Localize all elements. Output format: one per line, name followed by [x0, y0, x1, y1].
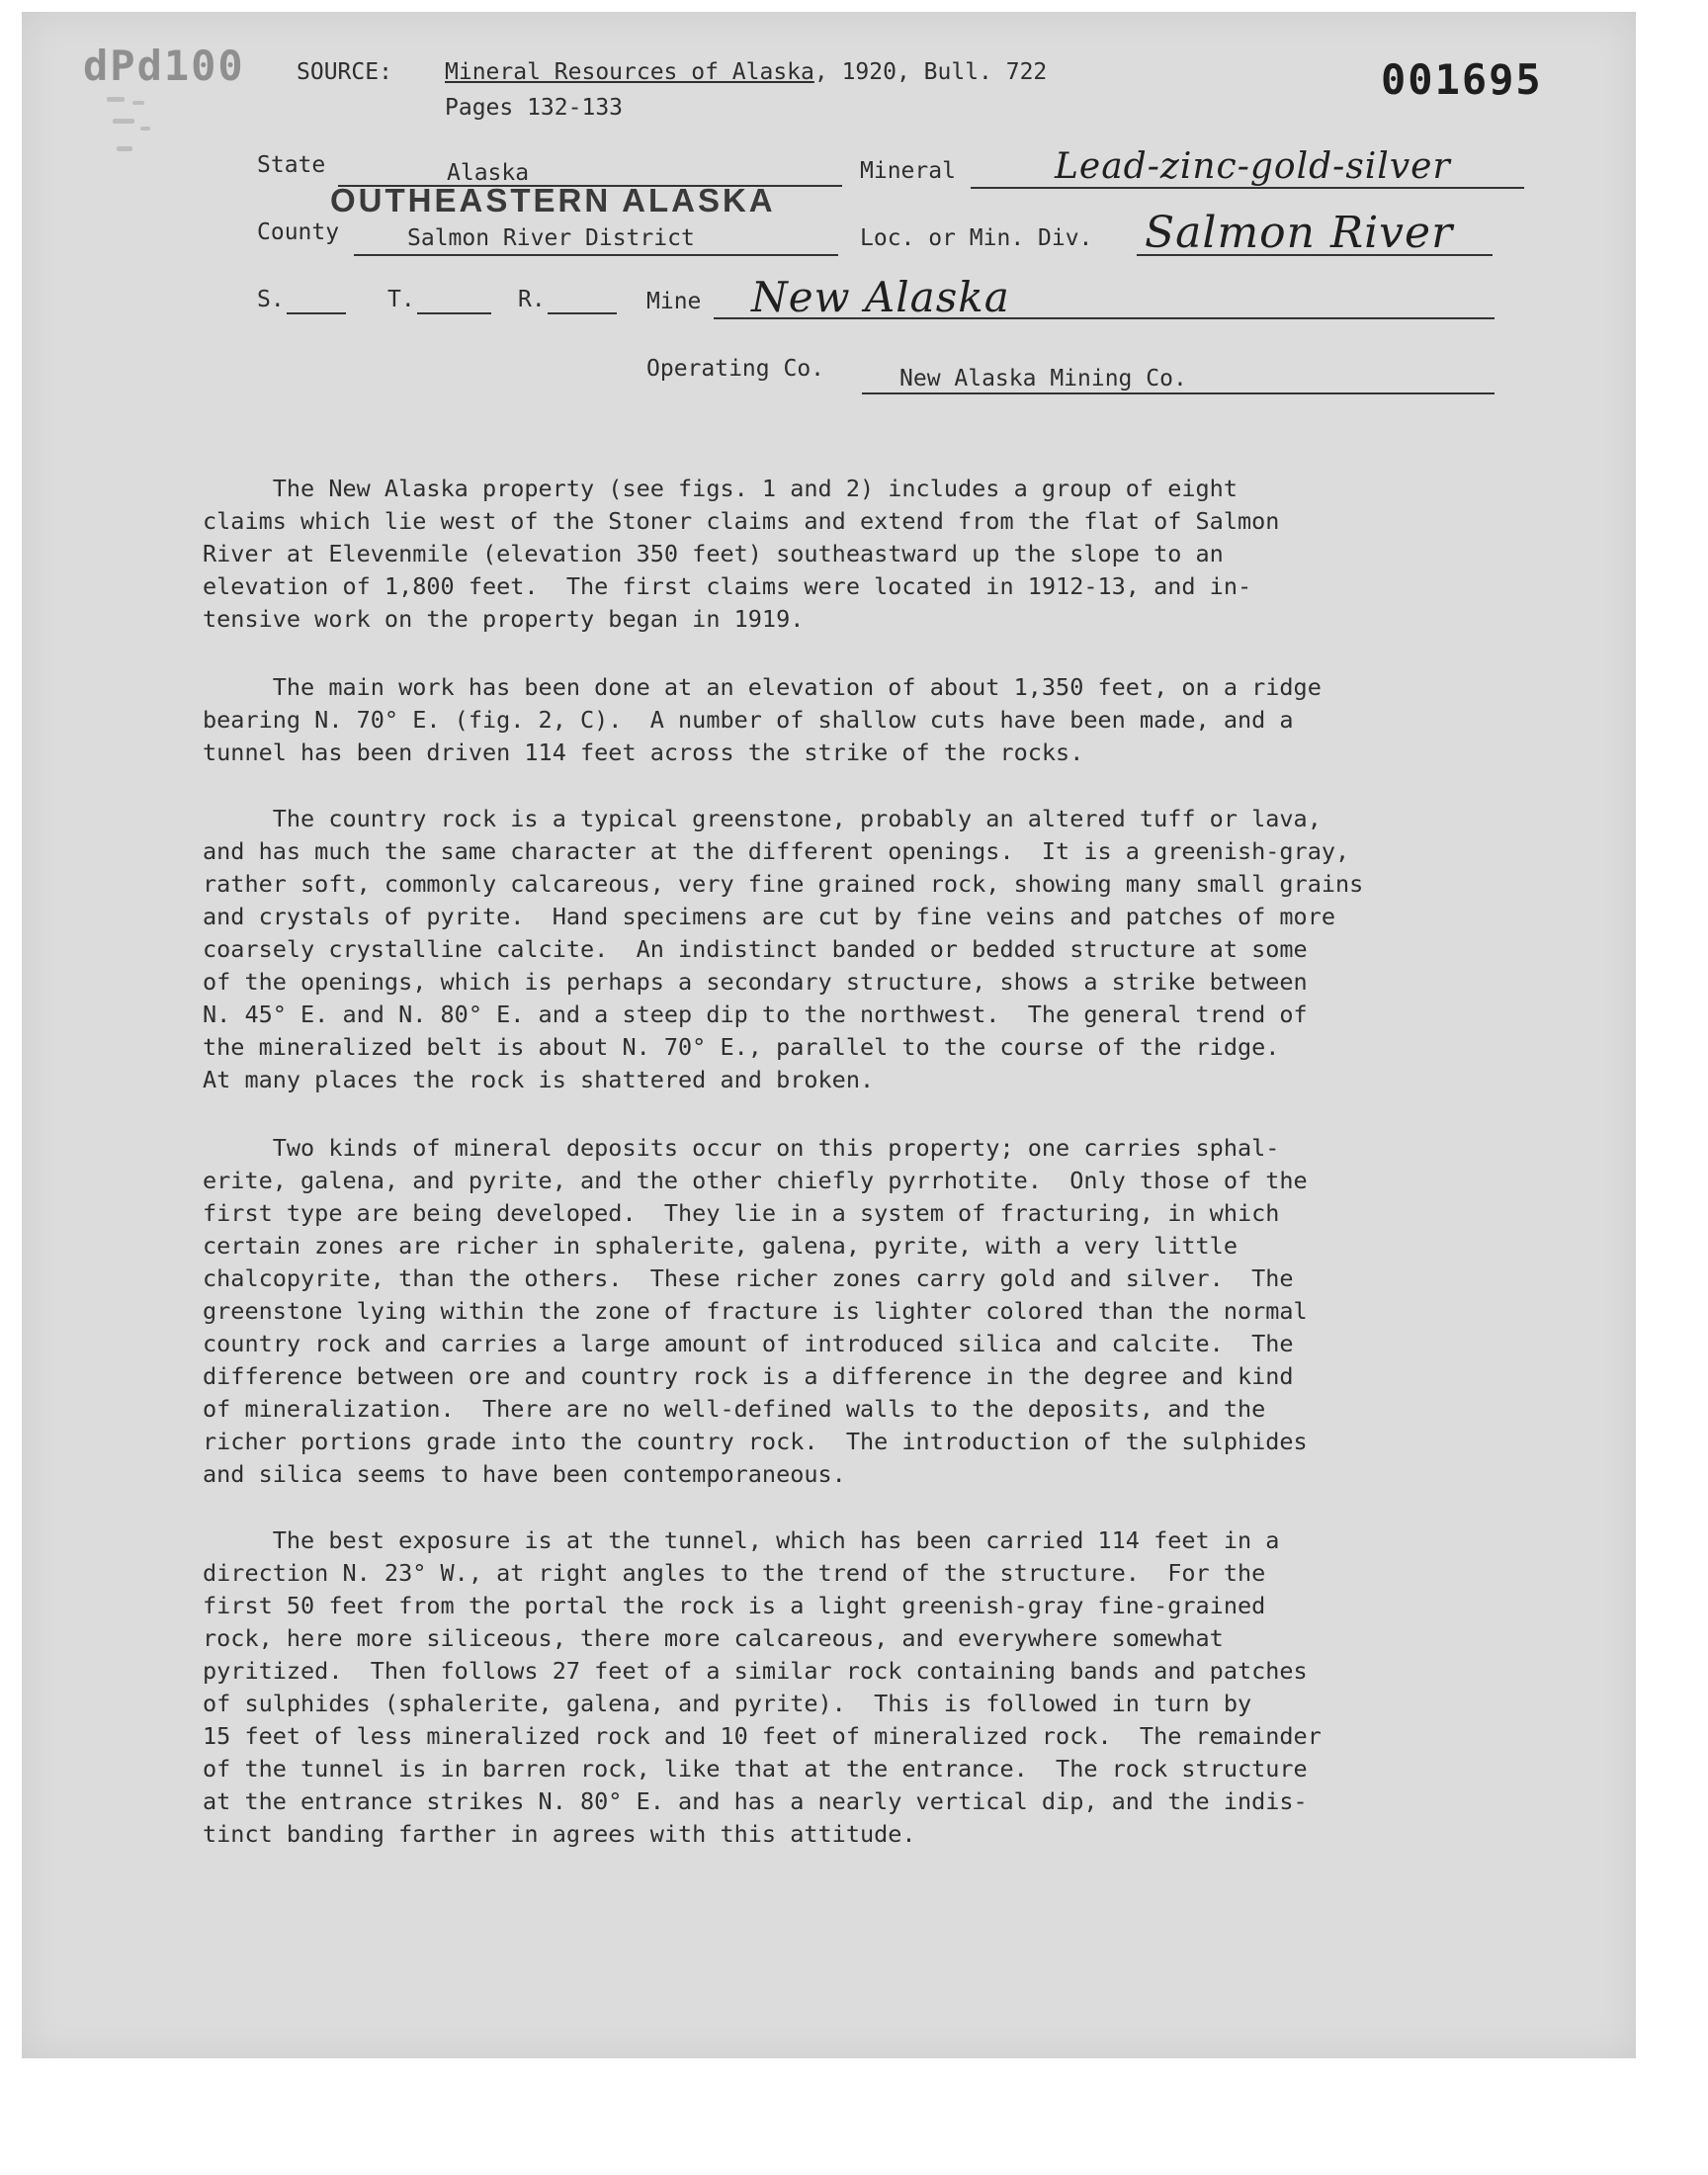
section-label: S.: [257, 287, 285, 312]
mineral-value: Lead-zinc-gold-silver: [1055, 146, 1451, 187]
document-page: [22, 12, 1636, 2058]
operating-co-label: Operating Co.: [646, 356, 825, 382]
paragraph-4: Two kinds of mineral deposits occur on this property; one carries sphal- erite, galena, and pyrite, and the other chiefly pyrrhotite. Only those of the first type are being developed. They lie in a system of fracturing, in which certain zones are richer in sphalerite, galena, pyrite, with a very little chalcopyrite, than the others. These richer zones carry gold and silver. The greenstone lying within the zone of fracture is lighter colored than the normal country rock and carries a large amount of introduced silica and calcite. The difference between ore and country rock is a difference in the degree and kind of mineralization. There are no well-defined walls to the deposits, and the richer portions grade into the country rock. The introduction of the sulphides and silica seems to have been contemporaneous.: [203, 1134, 1308, 1488]
mine-underline: [714, 317, 1494, 319]
operating-co-value: New Alaska Mining Co.: [899, 366, 1187, 392]
mineral-underline: [971, 187, 1524, 189]
paragraph-1: The New Alaska property (see figs. 1 and 2) includes a group of eight claims which lie west of the Stoner claims and extend from the flat of Salmon River at Elevenmile (elevation 350 feet) southeastward up the slope to an elevation of 1,800 feet. The first claims were located in 1912-13, and in- tensive work on the property began in 1919.: [203, 475, 1280, 633]
mine-label: Mine: [646, 289, 702, 314]
mine-value: New Alaska: [751, 273, 1010, 321]
state-value: Alaska: [447, 160, 530, 186]
source-line: [445, 59, 1047, 85]
loc-div-value: Salmon River: [1145, 208, 1454, 258]
source-label: SOURCE:: [297, 59, 392, 85]
faint-stamp: dPd100: [83, 42, 245, 90]
county-underline: [354, 254, 838, 256]
source-details: , 1920, Bull. 722: [813, 59, 1048, 85]
section-underline: [287, 312, 346, 314]
document-number: 001695: [1381, 55, 1543, 104]
source-pages: Pages 132-133: [445, 95, 624, 121]
mineral-label: Mineral: [860, 158, 956, 184]
state-label: State: [257, 152, 326, 178]
source-title: Mineral Resources of Alaska: [445, 59, 814, 85]
county-label: County: [257, 219, 340, 245]
range-underline: [548, 312, 617, 314]
loc-div-label: Loc. or Min. Div.: [860, 225, 1093, 251]
paragraph-3: The country rock is a typical greenstone, probably an altered tuff or lava, and has much the same character at the different openings. It is a greenish-gray, rather soft, commonly calcareous, very fine grained rock, showing many small grains and crystals of pyrite. Hand specimens are cut by fine veins and patches of more coarsely crystalline calcite. An indistinct banded or bedded structure at some of the openings, which is perhaps a secondary structure, shows a strike between N. 45° E. and N. 80° E. and a steep dip to the northwest. The general trend of the mineralized belt is about N. 70° E., parallel to the course of the ridge. At many places the rock is shattered and broken.: [203, 805, 1364, 1093]
township-underline: [417, 312, 491, 314]
paragraph-5: The best exposure is at the tunnel, which has been carried 114 feet in a direction N. 23° W., at right angles to the trend of the structure. For the first 50 feet from the portal the rock is a light greenish-gray fine-grained rock, here more siliceous, there more calcareous, and everywhere somewhat pyritized. Then follows 27 feet of a similar rock containing bands and patches of sulphides (sphalerite, galena, and pyrite). This is followed in turn by 15 feet of less mineralized rock and 10 feet of mineralized rock. The remainder of the tunnel is in barren rock, like that at the entrance. The rock structure at the entrance strikes N. 80° E. and has a nearly vertical dip, and the indis- tinct banding farther in agrees with this attitude.: [203, 1526, 1322, 1848]
loc-div-underline: [1137, 254, 1493, 256]
operating-co-underline: [862, 392, 1494, 394]
township-label: T.: [387, 287, 415, 312]
paragraph-2: The main work has been done at an elevation of about 1,350 feet, on a ridge bearing N. 70° E. (fig. 2, C). A number of shallow cuts have been made, and a tunnel has been driven 114 feet across the strike of the rocks.: [203, 673, 1322, 766]
county-value: Salmon River District: [407, 225, 695, 251]
range-label: R.: [518, 287, 546, 312]
region-stamp: OUTHEASTERN ALASKA: [330, 182, 776, 218]
